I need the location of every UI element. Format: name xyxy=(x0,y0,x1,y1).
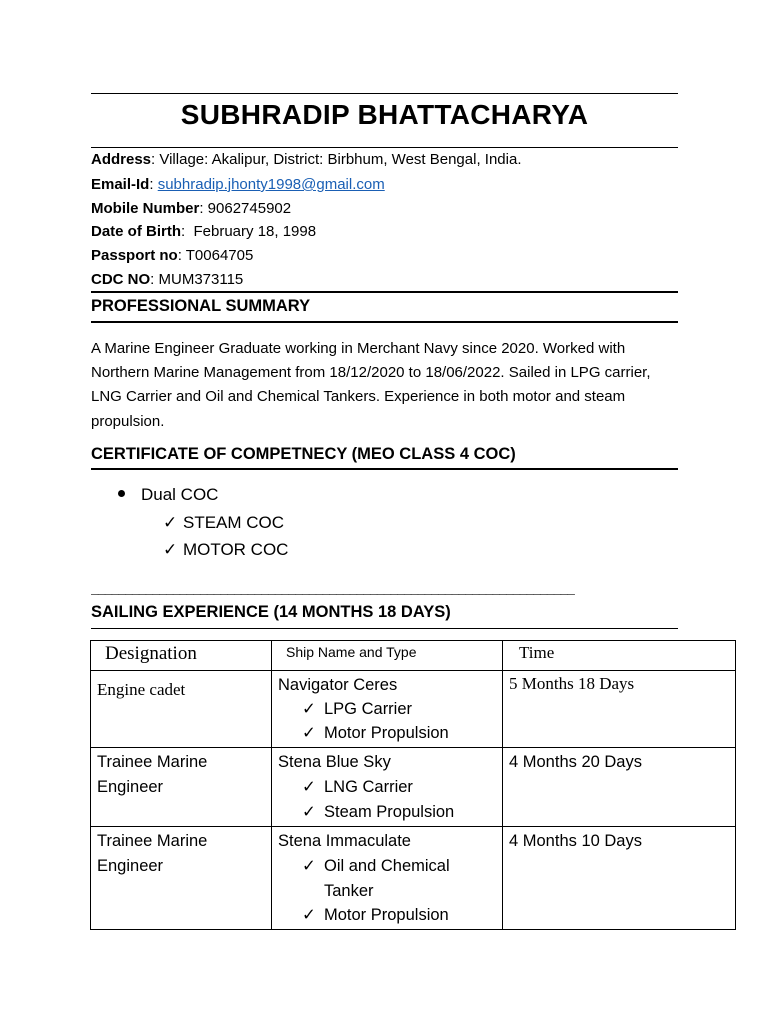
passport-value: : T0064705 xyxy=(177,247,254,264)
dual-coc-bullet xyxy=(118,485,218,505)
table-row xyxy=(91,671,736,748)
check-icon: ✓ xyxy=(302,778,316,796)
mobile-value: : 9062745902 xyxy=(199,200,292,217)
address-label: Address xyxy=(91,151,152,168)
designation-line: Engineer xyxy=(97,857,164,875)
time-text: 4 Months 20 Days xyxy=(509,753,642,771)
designation-cell xyxy=(91,671,272,748)
email-line xyxy=(91,175,385,195)
column-header-time: Time xyxy=(503,641,736,671)
address-value: : Village: Akalipur, District: Birbhum, West Bengal, India. xyxy=(151,151,522,168)
table-row xyxy=(91,748,736,827)
ship-cell xyxy=(272,748,503,827)
ship-type-label: LNG Carrier xyxy=(324,778,413,796)
steam-coc-label: STEAM COC xyxy=(183,513,285,532)
email-label: Email-Id xyxy=(91,176,150,193)
designation-line: Engineer xyxy=(97,778,164,796)
mobile-line xyxy=(91,199,291,219)
ship-type-label: LPG Carrier xyxy=(324,700,413,718)
top-rule xyxy=(91,93,678,94)
dob-line xyxy=(91,222,316,242)
column-header-ship: Ship Name and Type xyxy=(272,641,503,671)
motor-coc-label: MOTOR COC xyxy=(183,540,289,559)
passport-label: Passport no xyxy=(91,247,178,264)
ship-name: Navigator Ceres xyxy=(278,676,398,694)
ship-name: Stena Immaculate xyxy=(278,832,411,850)
ship-name: Stena Blue Sky xyxy=(278,753,391,771)
designation-cell xyxy=(91,827,272,930)
cdc-value: : MUM373115 xyxy=(150,271,244,288)
designation-line: Trainee Marine xyxy=(97,832,208,850)
ship-type-item xyxy=(278,903,496,927)
sailing-rule xyxy=(91,628,678,629)
time-cell xyxy=(503,827,736,930)
bullet-dot-icon xyxy=(118,490,125,497)
ship-type-item xyxy=(278,697,496,721)
summary-bottom-rule xyxy=(91,321,678,323)
mobile-label: Mobile Number xyxy=(91,200,200,217)
summary-heading: PROFESSIONAL SUMMARY xyxy=(91,297,311,315)
check-icon: ✓ xyxy=(302,724,316,742)
motor-coc-item xyxy=(163,540,288,560)
ship-type-label: Steam Propulsion xyxy=(324,803,455,821)
email-link[interactable]: subhradip.jhonty1998@gmail.com xyxy=(157,176,385,193)
name-underline-rule xyxy=(91,147,678,148)
summary-top-rule xyxy=(91,291,678,293)
address-line xyxy=(91,150,521,170)
cdc-line xyxy=(91,270,243,290)
ship-type-label: Motor Propulsion xyxy=(324,906,449,924)
time-cell xyxy=(503,748,736,827)
column-header-designation: Designation xyxy=(91,641,272,671)
check-icon: ✓ xyxy=(302,857,316,875)
ship-type-label: Motor Propulsion xyxy=(324,724,449,742)
certificate-heading: CERTIFICATE OF COMPETNECY (MEO CLASS 4 COC) xyxy=(91,445,516,463)
designation-cell xyxy=(91,748,272,827)
designation-text: Engine cadet xyxy=(97,680,186,699)
cdc-label: CDC NO xyxy=(91,271,151,288)
ship-cell xyxy=(272,827,503,930)
ship-cell xyxy=(272,671,503,748)
ship-type-item xyxy=(278,853,496,879)
certificate-rule xyxy=(91,468,678,470)
table-row xyxy=(91,827,736,930)
ship-type-continuation: Tanker xyxy=(324,882,374,900)
check-icon: ✓ xyxy=(302,906,316,924)
steam-coc-item xyxy=(163,513,284,533)
dob-label: Date of Birth xyxy=(91,223,181,240)
check-icon: ✓ xyxy=(302,700,316,718)
candidate-name: SUBHRADIP BHATTACHARYA xyxy=(180,99,589,130)
separator-line: _______________________________________________________________________ xyxy=(91,582,574,597)
passport-line xyxy=(91,246,253,266)
time-text: 5 Months 18 Days xyxy=(509,674,635,693)
table-header-row xyxy=(91,641,736,671)
ship-type-item xyxy=(278,774,496,800)
sailing-heading: SAILING EXPERIENCE (14 MONTHS 18 DAYS) xyxy=(91,603,451,621)
time-cell xyxy=(503,671,736,748)
dob-value: : February 18, 1998 xyxy=(181,223,317,240)
summary-text: A Marine Engineer Graduate working in Merchant Navy since 2020. Worked with Northern Marine Management from 18/12/2020 to 18/06/2022. Sailed in LPG carrier, LNG Carrier and Oil and Chemical Tankers. Experience in both motor and steam propulsion. xyxy=(91,340,651,430)
check-icon: ✓ xyxy=(163,513,178,532)
sailing-experience-table xyxy=(90,640,736,930)
email-separator: : xyxy=(149,176,158,193)
ship-type-label: Oil and Chemical xyxy=(324,857,450,875)
designation-line: Trainee Marine xyxy=(97,753,208,771)
ship-type-item xyxy=(278,721,496,745)
check-icon: ✓ xyxy=(163,540,178,559)
time-text: 4 Months 10 Days xyxy=(509,832,642,850)
dual-coc-label: Dual COC xyxy=(141,485,219,504)
check-icon: ✓ xyxy=(302,803,316,821)
ship-type-item xyxy=(278,800,496,824)
